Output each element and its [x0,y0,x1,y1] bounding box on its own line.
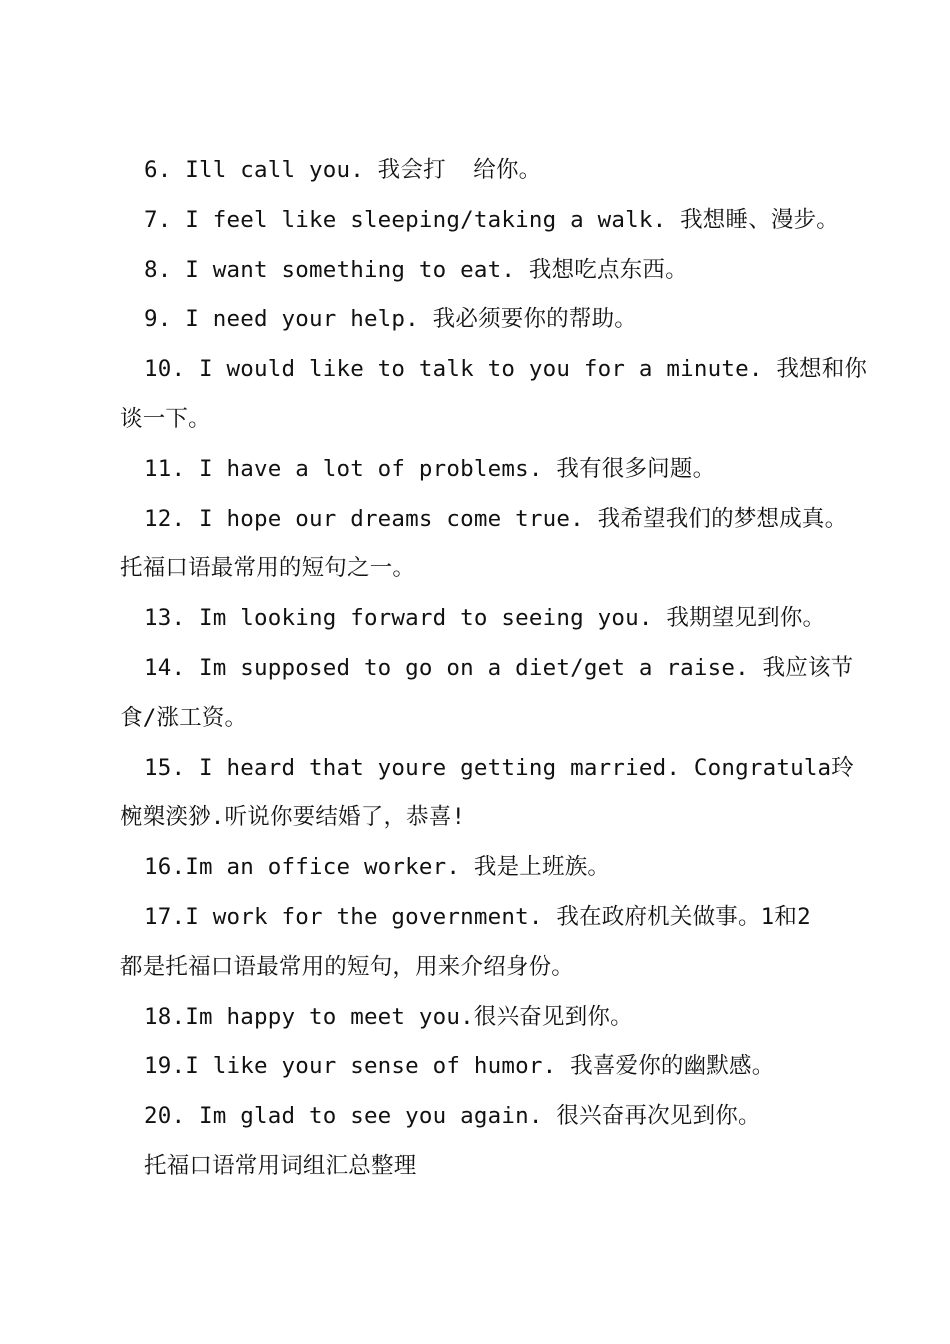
sentence-13: 13. Im looking forward to seeing you. 我期望见到你。 [144,605,826,632]
sentence-11: 11. I have a lot of problems. 我有很多问题。 [144,455,716,482]
sentence-20: 20. Im glad to see you again. 很兴奋再次见到你。 [144,1103,761,1130]
sentence-8: 8. I want something to eat. 我想吃点东西。 [144,256,688,283]
sentence-12-continued: 托福口语最常用的短句之一。 [120,555,416,582]
sentence-7: 7. I feel like sleeping/taking a walk. 我想睡、漫步。 [144,206,839,233]
sentence-16: 16.Im an office worker. 我是上班族。 [144,854,611,881]
sentence-14: 14. Im supposed to go on a diet/get a raise. 我应该节 [144,654,854,681]
sentence-17: 17.I work for the government. 我在政府机关做事。1和2 [144,903,811,930]
document-body [120,146,868,1192]
sentence-6: 6. Ill call you. 我会打 给你。 [144,157,542,183]
sentence-10-continued: 谈一下。 [120,405,211,432]
section-heading: 托福口语常用词组汇总整理 [144,1152,417,1179]
sentence-19: 19.I like your sense of humor. 我喜爱你的幽默感。 [144,1053,775,1080]
sentence-14-continued: 食/涨工资。 [120,704,248,731]
sentence-10: 10. I would like to talk to you for a minute. 我想和你 [144,356,868,383]
sentence-9: 9. I need your help. 我必须要你的帮助。 [144,306,637,333]
sentence-15-continued: 椀槊湙猀.听说你要结婚了，恭喜! [120,804,466,831]
sentence-17-continued: 都是托福口语最常用的短句，用来介绍身份。 [120,953,575,980]
sentence-12: 12. I hope our dreams come true. 我希望我们的梦想成真。 [144,505,848,532]
sentence-15: 15. I heard that youre getting married. Congratula玲 [144,754,855,781]
sentence-18: 18.Im happy to meet you.很兴奋见到你。 [144,1003,633,1030]
